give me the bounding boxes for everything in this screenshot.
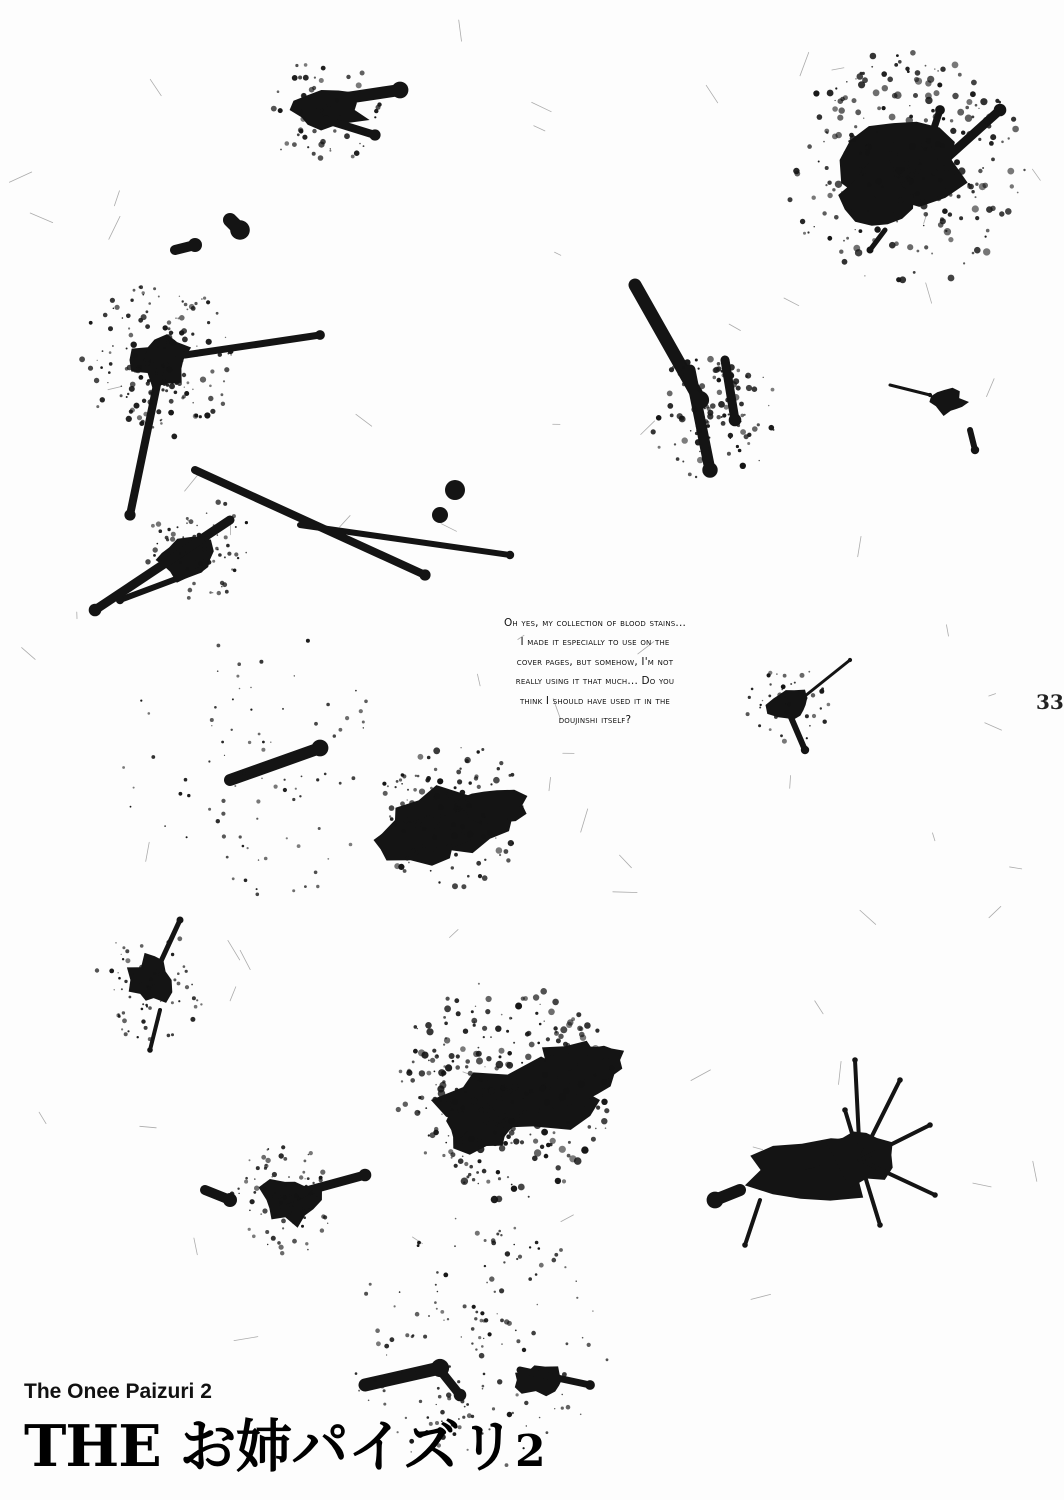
caption-line: I made it especially to use on the (520, 636, 670, 649)
caption-line: Oh yes, my collection of blood stains... (503, 617, 687, 629)
caption-line: really using it that much... Do you (515, 675, 675, 688)
caption-line: doujinshi itself? (558, 714, 632, 727)
caption-line: think I should have used it in the (519, 694, 671, 707)
book-title (24, 1414, 545, 1485)
page-number: 33 (1036, 690, 1064, 714)
caption-text (455, 614, 735, 730)
caption-line: cover pages, but somehow, I'm not (516, 655, 674, 668)
book-title-number: 2 (515, 1426, 545, 1477)
book-title-main: THE お姉パイズリ (24, 1413, 515, 1480)
book-subtitle: The Onee Paizuri 2 (24, 1380, 212, 1403)
